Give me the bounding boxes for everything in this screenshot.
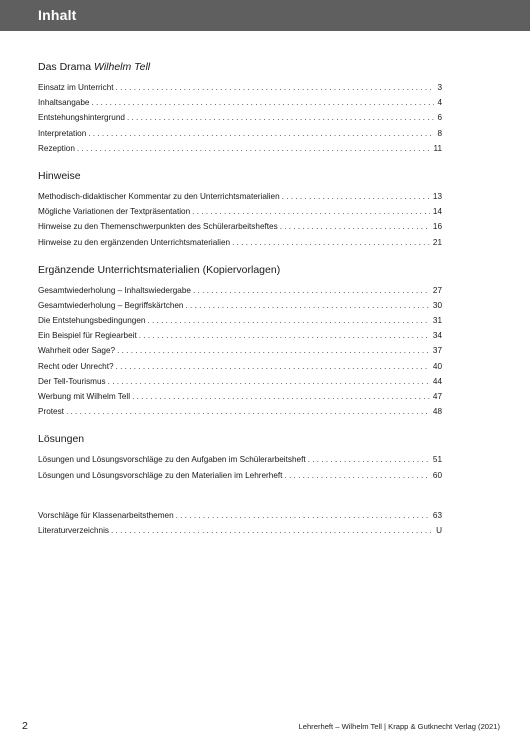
section-heading: Ergänzende Unterrichtsmaterialien (Kopiervorlagen) [38,263,281,276]
toc-entry[interactable] [38,204,442,219]
toc-entry[interactable] [38,389,442,404]
toc-entry-title: Rezeption [38,143,75,153]
toc-entry-page: 48 [432,407,442,417]
section-heading-text: Das Drama [38,61,95,73]
toc-entry[interactable] [38,468,442,483]
dot-leader [147,313,429,328]
toc-entry[interactable] [38,452,442,467]
toc-entry-page: 37 [432,346,442,356]
toc-entry-title: Recht oder Unrecht? [38,361,114,371]
toc-entry-title: Mögliche Variationen der Textpräsentation [38,207,191,217]
dot-leader [91,95,434,110]
toc-entry[interactable] [38,343,442,358]
toc-section-drama [38,60,442,156]
toc-entry-title: Gesamtwiederholung – Begriffskärtchen [38,300,184,310]
toc-entry-title: Protest [38,407,64,417]
dot-leader [116,359,430,374]
toc-section-materialien [38,263,442,420]
toc-entry[interactable] [38,141,442,156]
toc-entry-title: Lösungen und Lösungsvorschläge zu den Aufgaben im Schülerarbeitsheft [38,455,306,465]
toc-entry-page: U [436,525,442,535]
toc-entry-title: Entstehungshintergrund [38,113,125,123]
toc-entry-page: 14 [432,207,442,217]
toc-entry-page: 60 [432,470,442,480]
dot-leader [77,141,431,156]
toc-entry-page: 3 [437,83,442,92]
dot-leader [193,283,430,298]
toc-entry[interactable] [38,235,442,250]
header-bar [0,0,530,31]
toc-entry-title: Hinweise zu den ergänzenden Unterrichtsmaterialien [38,237,231,247]
toc-entry-page: 63 [432,510,442,520]
dot-leader [66,404,430,419]
dot-leader [192,204,430,219]
toc-entry[interactable] [38,189,442,204]
toc-entry-page: 6 [437,113,442,123]
toc-entry-page: 16 [432,222,442,232]
toc-entry[interactable] [38,110,442,125]
toc-entry-title: Literaturverzeichnis [38,525,109,535]
toc-entry-page: 11 [433,143,442,153]
page-number: 2 [22,720,28,732]
toc-entry-title: Der Tell-Tourismus [38,376,106,386]
toc-entry-page: 4 [437,98,442,108]
toc-entry-page: 40 [432,361,442,371]
section-heading-italic: Wilhelm Tell [94,61,151,73]
toc-entry[interactable] [38,80,442,95]
toc-entry-title: Lösungen und Lösungsvorschläge zu den Materialien im Lehrerheft [38,470,283,480]
page-footer [0,710,530,750]
toc-entry-title: Methodisch-didaktischer Kommentar zu den Unterrichtsmaterialien [38,191,280,201]
page-title: Inhalt [38,7,77,23]
toc-entry-page: 51 [432,455,442,465]
toc-entry[interactable] [38,95,442,110]
section-heading: Hinweise [38,169,81,182]
toc-entry-page: 31 [432,316,442,326]
toc-entry[interactable] [38,298,442,313]
toc-entry[interactable] [38,126,442,141]
section-heading [38,60,442,74]
toc-entry-page: 27 [432,285,442,295]
toc-entry[interactable] [38,328,442,343]
section-spacer [38,496,442,508]
toc-entry[interactable] [38,219,442,234]
toc-entry-title: Ein Beispiel für Regiearbeit [38,331,137,341]
toc-entry-title: Einsatz im Unterricht [38,83,114,92]
dot-leader [139,328,430,343]
toc-entry-page: 30 [432,300,442,310]
dot-leader [284,468,429,483]
section-heading: Lösungen [38,433,85,446]
dot-leader [117,343,430,358]
dot-leader [116,80,435,95]
toc-entry-title: Hinweise zu den Themenschwerpunkten des Schülerarbeitsheftes [38,222,278,232]
toc-entry-title: Inhaltsangabe [38,98,90,108]
toc-entry-title: Wahrheit oder Sage? [38,346,116,356]
toc-entry[interactable] [38,359,442,374]
toc-entry-title: Vorschläge für Klassenarbeitsthemen [38,510,174,520]
toc-entry-page: 21 [432,237,442,247]
toc-entry-title: Interpretation [38,128,87,138]
dot-leader [280,219,430,234]
toc-entry-page: 47 [432,392,442,401]
toc-section-loesungen [38,432,442,482]
table-of-contents [38,60,442,551]
toc-section-hinweise [38,169,442,250]
dot-leader [282,189,430,204]
dot-leader [185,298,429,313]
toc-entry-title: Die Entstehungsbedingungen [38,316,146,326]
dot-leader [111,523,433,538]
dot-leader [108,374,430,389]
dot-leader [232,235,430,250]
dot-leader [132,389,430,404]
dot-leader [176,508,430,523]
toc-entry[interactable] [38,283,442,298]
dot-leader [88,126,434,141]
dot-leader [308,452,430,467]
toc-entry-page: 13 [432,191,442,201]
toc-entry[interactable] [38,374,442,389]
toc-entry-page: 8 [437,128,442,138]
toc-entry[interactable] [38,404,442,419]
toc-entry-page: 34 [432,331,442,341]
toc-entry[interactable] [38,523,442,538]
dot-leader [127,110,434,125]
toc-entry-title: Werbung mit Wilhelm Tell [38,392,131,401]
footer-credit: Lehrerheft – Wilhelm Tell | Krapp & Gutknecht Verlag (2021) [298,722,500,731]
toc-entry[interactable] [38,508,442,523]
toc-entry-title: Gesamtwiederholung – Inhaltswiedergabe [38,285,191,295]
toc-entry[interactable] [38,313,442,328]
toc-entry-page: 44 [432,376,442,386]
toc-section-extra [38,508,442,538]
